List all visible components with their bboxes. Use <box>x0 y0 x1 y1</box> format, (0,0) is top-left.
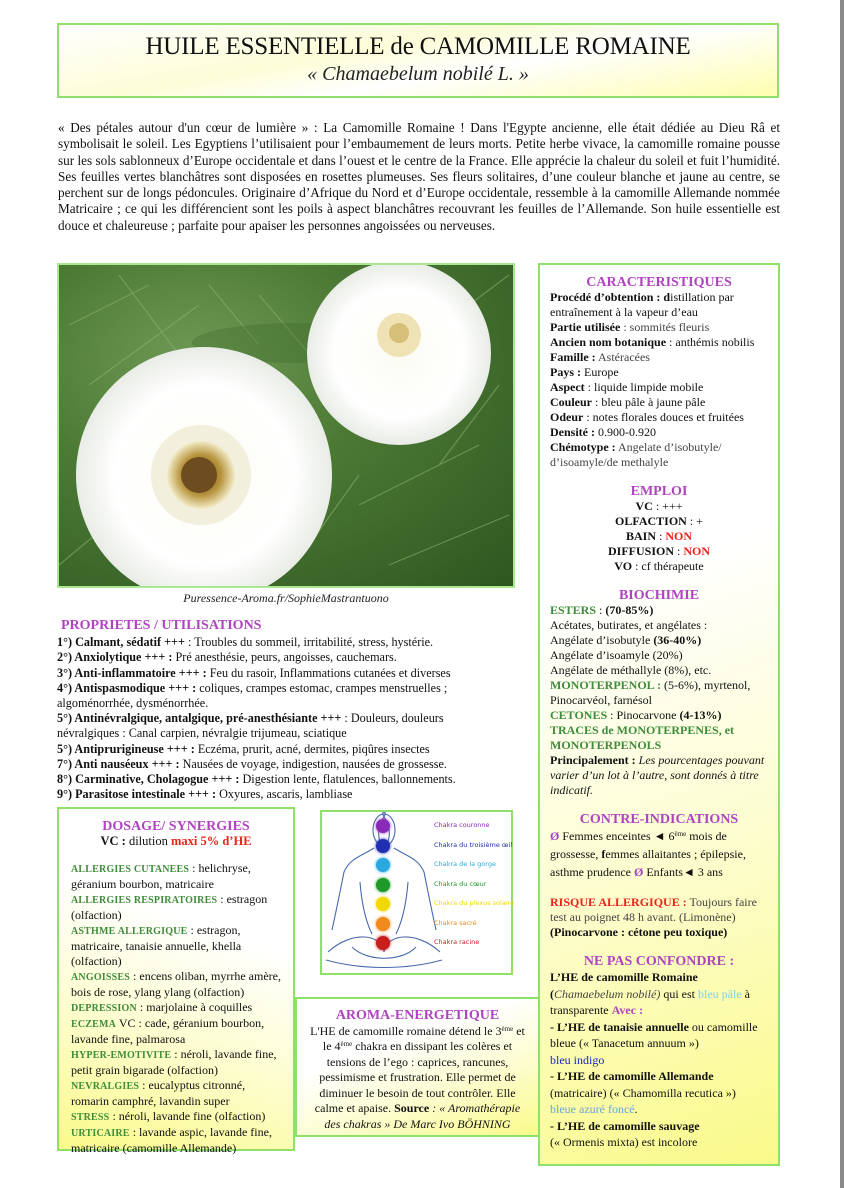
forbidden-icon: Ø <box>550 829 560 843</box>
chakra-dot <box>376 858 390 872</box>
carac-row: Aspect : liquide limpide mobile <box>550 380 704 394</box>
synergie-item: ANGOISSES : encens oliban, myrrhe amère, bois de rose, ylang ylang (olfaction) <box>71 969 281 999</box>
biochimie-title: BIOCHIMIE <box>618 588 700 603</box>
biochimie-content: ESTERS : (70-85%) Acétates, butirates, et angélates : Angélate d’isobutyle (36-40%) Angélate d’isoamyle (20%) Angélate de méthallyle (8%), etc. MONOTERPENOL : (5-6%), myrtenol, Pinocarvéol, farnésol CETONES : Pinocarvone (4-13%) TRACES de MONOTERPENES, et MONOTERPENOLS Principalement : Les pourcentages pouvant varier d’un lot à l’autre, sont donnés à titre indicatif. <box>550 603 765 797</box>
carac-row: Chémotype : Angelate d’isobutyle/ d’isoamyle/de methalyle <box>550 440 722 469</box>
synergie-item: DEPRESSION : marjolaine à coquilles <box>71 1000 253 1014</box>
page-title: HUILE ESSENTIELLE de CAMOMILLE ROMAINE <box>145 33 691 60</box>
chakra-label: Chakra couronne <box>434 821 490 829</box>
proprietes-list <box>57 635 487 802</box>
title-box <box>57 23 779 98</box>
confondre-title: NE PAS CONFONDRE : <box>583 954 735 969</box>
propriete-item: 9°) Parasitose intestinale +++ : Oxyures, ascaris, lambliase <box>57 787 353 802</box>
intro-paragraph: « Des pétales autour d'un cœur de lumière » : La Camomille Romaine ! Dans l'Egypte ancienne, elle était dédiée au Dieu Râ et symbolisait le soleil. Les Egyptiens l’utilisaient pour l’embaumement de leurs morts. Petite herbe vivace, la camomille romaine pousse sur les sols sablonneux d’Europe occidentale et dans l’ouest et le centre de la France. Elle apprécie la chaleur du soleil et fuit l’humidité. Ses feuilles vertes blanchâtres sont disposées en rosettes plumeuses. Ses fleurs solitaires, d’une couleur blanche et jaune au centre, se perchent sur de longs pédoncules. Originaire d’Afrique du Nord et d’Europe occidentale, ressemble à la camomille Allemande nommée Matricaire ; ce qui les différencient sont les poils à aspect blanchâtres recouvrant les feuilles de l’Allemande. Son huile essentielle est douce et chaleureuse ; parfaite pour apaiser les personnes angoissées ou nerveuses. <box>58 120 780 233</box>
chakra-dot <box>376 819 390 833</box>
back-flower <box>307 265 491 445</box>
carac-row: Procédé d’obtention : distillation par entraînement à la vapeur d’eau <box>550 290 734 319</box>
emploi-title: EMPLOI <box>630 484 688 499</box>
synergie-item: URTICAIRE : lavande aspic, lavande fine, matricaire (camomille Allemande) <box>71 1125 272 1155</box>
photo-caption: Puressence-Aroma.fr/SophieMastrantuono <box>183 591 389 605</box>
carac-row: Ancien nom botanique : anthémis nobilis <box>550 335 755 349</box>
chamomile-photo <box>57 263 515 588</box>
contre-indications-content: Ø Femmes enceintes ◄ 6ème mois de grossesse, femmes allaitantes ; épilepsie, asthme prudence Ø Enfants◄ 3 ans <box>550 829 746 879</box>
chakra-dot <box>376 839 390 853</box>
carac-row: Partie utilisée : sommités fleuris <box>550 320 710 334</box>
carac-row: Densité : 0.900-0.920 <box>550 425 656 439</box>
page-subtitle: « Chamaebelum nobilé L. » <box>307 63 529 85</box>
front-flower <box>76 347 332 588</box>
chakra-diagram <box>320 810 513 975</box>
chakra-dot <box>376 878 390 892</box>
propriete-item: 7°) Anti nauséeux +++ : Nausées de voyage, indigestion, nausées de grossesse. <box>57 756 447 771</box>
meditating-figure-icon <box>322 812 511 973</box>
chakra-label: Chakra du troisième œil <box>434 840 513 849</box>
emploi-row: BAIN : NON <box>625 529 693 543</box>
caracteristiques-list <box>550 290 768 470</box>
propriete-item: 2°) Anxiolytique +++ : Pré anesthésie, peurs, angoisses, cauchemars. <box>57 650 397 665</box>
dosage-box <box>57 807 295 1155</box>
scrollbar[interactable] <box>840 0 844 1188</box>
side-panel <box>538 263 780 1166</box>
aroma-title: AROMA-ENERGETIQUE <box>335 1008 500 1023</box>
carac-row: Pays : Europe <box>550 365 619 379</box>
synergie-item: ECZEMA VC : cade, géranium bourbon, lavande fine, palmarosa <box>71 1016 265 1046</box>
chakra-label: Chakra sacré <box>434 918 477 927</box>
synergie-item: HYPER-EMOTIVITE : néroli, lavande fine, petit grain bigarade (olfaction) <box>71 1047 277 1077</box>
propriete-item: 3°) Anti-inflammatoire +++ : Feu du rasoir, Inflammations cutanées et diverses <box>57 665 451 680</box>
contre-indications-title: CONTRE-INDICATIONS <box>579 812 739 827</box>
emploi-row: OLFACTION : + <box>615 514 703 528</box>
propriete-item: 8°) Carminative, Cholagogue +++ : Digestion lente, flatulences, ballonnements. <box>57 772 456 787</box>
caracteristiques-title: CARACTERISTIQUES <box>586 275 732 290</box>
chakra-dot <box>376 897 390 911</box>
aroma-text: L'HE de camomille romaine détend le 3ème et le 4ème chakra en dissipant les colères et tensions de l’ego : caprices, rancunes, pessimisme et frustration. Elle permet de diminuer le besoin de tout contrôler. Elle calme et apaise. Source : « Aromathérapie des chakras » De Marc Ivo BÖHNING <box>310 1023 525 1131</box>
chakra-label: Chakra racine <box>434 938 480 946</box>
synergies-list <box>71 861 281 1156</box>
chakra-dot <box>376 917 390 931</box>
emploi-row: VC : +++ <box>635 499 683 513</box>
carac-row: Famille : Astéracées <box>550 350 650 364</box>
chakra-label: Chakra du plexus solaire <box>434 899 515 907</box>
aroma-box <box>295 997 540 1137</box>
dosage-title: DOSAGE/ SYNERGIES <box>102 819 250 834</box>
proprietes-title: PROPRIETES / UTILISATIONS <box>61 618 262 633</box>
confondre-content: L’HE de camomille Romaine (Chamaebelum nobilé) qui est bleu pâle à transparente Avec : - L’HE de tanaisie annuelle ou camomille bleue (« Tanacetum annuum ») bleu indigo - L’HE de camomille Allemande (matricaire) (« Chamomilla recutica ») bleue azuré foncé. - L’HE de camomille sauvage (« Ormenis mixta) est incolore <box>550 970 758 1149</box>
emploi-row: DIFFUSION : NON <box>607 544 711 558</box>
propriete-item: 4°) Antispasmodique +++ : coliques, crampes estomac, crampes menstruelles ; algoménorrhée, dysménorrhée. <box>57 680 448 711</box>
proprietes-section <box>57 618 487 802</box>
propriete-item: 1°) Calmant, sédatif +++ : Troubles du sommeil, irritabilité, stress, hystérie. <box>57 635 434 650</box>
synergie-item: ASTHME ALLERGIQUE : estragon, matricaire, tanaisie annuelle, khella (olfaction) <box>71 923 242 968</box>
synergie-item: ALLERGIES RESPIRATOIRES : estragon (olfaction) <box>71 892 268 922</box>
flower-illustration <box>59 265 515 588</box>
carac-row: Odeur : notes florales douces et fruitées <box>550 410 744 424</box>
emploi-list <box>550 499 768 574</box>
emploi-row: VO : cf thérapeute <box>614 559 704 573</box>
propriete-item: 5°) Antiprurigineuse +++ : Eczéma, prurit, acné, dermites, piqûres insectes <box>57 741 430 756</box>
propriete-item: 5°) Antinévralgique, antalgique, pré-anesthésiante +++ : Douleurs, douleurs névralgiques : Canal carpien, névralgie trijumeau, sciatique <box>57 711 444 741</box>
synergie-item: ALLERGIES CUTANEES : helichryse, géranium bourbon, matricaire <box>71 861 251 891</box>
chakra-label: Chakra de la gorge <box>434 860 496 868</box>
chakra-dot <box>376 936 390 950</box>
carac-row: Couleur : bleu pâle à jaune pâle <box>550 395 706 409</box>
risque-allergique: RISQUE ALLERGIQUE : Toujours faire test au poignet 48 h avant. (Limonène) (Pinocarvone : cétone peu toxique) <box>550 895 757 939</box>
forbidden-icon: Ø <box>633 865 644 879</box>
synergie-item: STRESS : néroli, lavande fine (olfaction) <box>71 1109 266 1123</box>
dosage-vc: VC : dilution maxi 5% d’HE <box>100 834 252 848</box>
synergie-item: NEVRALGIES : eucalyptus citronné, romarin camphré, lavandin super <box>71 1078 246 1108</box>
chakra-label: Chakra du cœur <box>434 879 487 888</box>
